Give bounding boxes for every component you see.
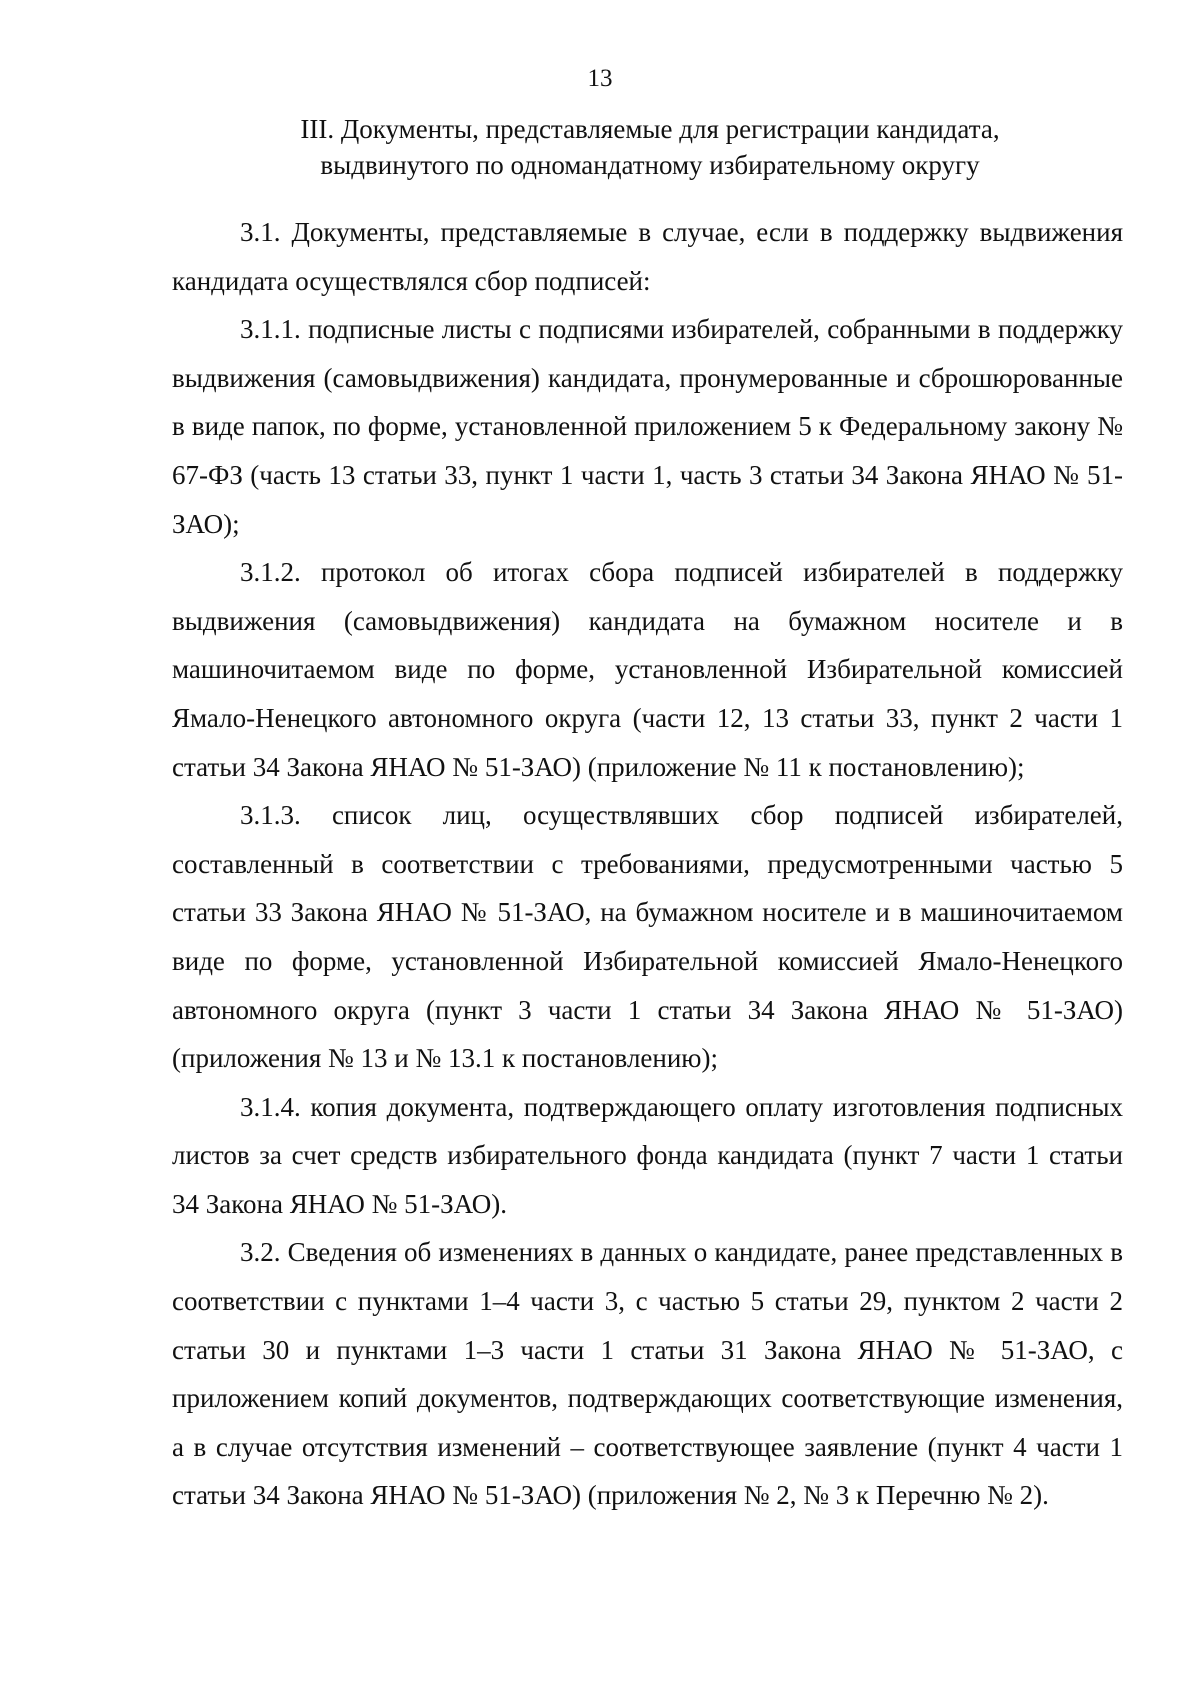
paragraph-3-1-2: 3.1.2. протокол об итогах сбора подписей избирателей в поддержку выдвижения (самовыдвижения) кандидата на бумажном носителе и в машиночитаемом виде по форме, установленной Избирательной комиссией Ямало-Ненецкого автономного округа (части 12, 13 статьи 33, пункт 2 части 1 статьи 34 Закона ЯНАО № 51-ЗАО) (приложение № 11 к постановлению); bbox=[172, 557, 1123, 782]
section-title bbox=[180, 111, 1120, 183]
document-body bbox=[172, 208, 1123, 1520]
section-title-line-1: III. Документы, представляемые для регистрации кандидата, bbox=[300, 114, 1000, 144]
paragraph-3-1-3: 3.1.3. список лиц, осуществлявших сбор подписей избирателей, составленный в соответствии с требованиями, предусмотренными частью 5 статьи 33 Закона ЯНАО № 51-ЗАО, на бумажном носителе и в машиночитаемом виде по форме, установленной Избирательной комиссией Ямало-Ненецкого автономного округа (пункт 3 части 1 статьи 34 Закона ЯНАО № 51-ЗАО) (приложения № 13 и № 13.1 к постановлению); bbox=[172, 800, 1123, 1074]
paragraph-3-1-4: 3.1.4. копия документа, подтверждающего оплату изготовления подписных листов за счет средств избирательного фонда кандидата (пункт 7 части 1 статьи 34 Закона ЯНАО № 51-ЗАО). bbox=[172, 1091, 1123, 1219]
paragraph-3-1: 3.1. Документы, представляемые в случае, если в поддержку выдвижения кандидата осуществлялся сбор подписей: bbox=[172, 217, 1123, 296]
paragraph-3-2: 3.2. Сведения об изменениях в данных о кандидате, ранее представленных в соответствии с пунктами 1–4 части 3, с частью 5 статьи 29, пунктом 2 части 2 статьи 30 и пунктами 1–3 части 1 статьи 31 Закона ЯНАО № 51-ЗАО, с приложением копий документов, подтверждающих соответствующие изменения, а в случае отсутствия изменений – соответствующее заявление (пункт 4 части 1 статьи 34 Закона ЯНАО № 51-ЗАО) (приложения № 2, № 3 к Перечню № 2). bbox=[172, 1237, 1123, 1511]
page-number: 13 bbox=[587, 65, 613, 92]
paragraph-3-1-1: 3.1.1. подписные листы с подписями избирателей, собранными в поддержку выдвижения (самовыдвижения) кандидата, пронумерованные и сброшюрованные в виде папок, по форме, установленной приложением 5 к Федеральному закону № 67-ФЗ (часть 13 статьи 33, пункт 1 части 1, часть 3 статьи 34 Закона ЯНАО № 51-ЗАО); bbox=[172, 314, 1123, 539]
section-title-line-2: выдвинутого по одномандатному избирательному округу bbox=[320, 150, 980, 180]
